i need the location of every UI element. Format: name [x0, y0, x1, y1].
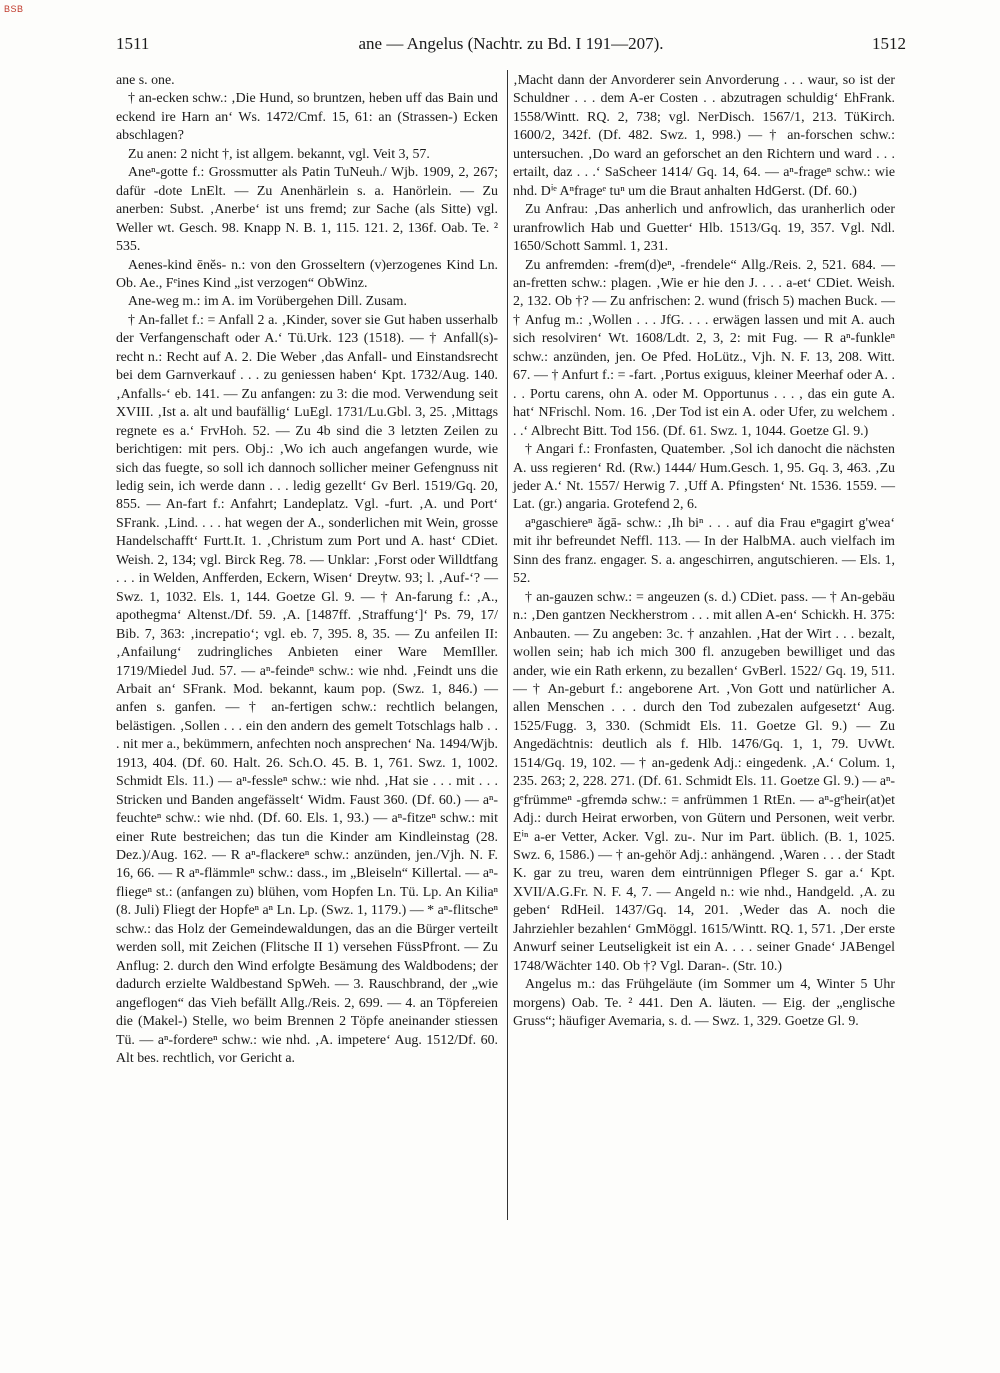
- running-title: ane — Angelus (Nachtr. zu Bd. I 191—207).: [358, 34, 664, 53]
- entry-paragraph: aⁿgaschiereⁿ ăgā- schw.: ‚Ih biⁿ . . . auf dia Frau eⁿgagirt g'wea‘ mit ihr befreundet Neffl. 113. — In der HalbMA. auch vielfach im Sinn des franz. engager. S. a. angeschirren, angutschieren. — Els. 1, 52.: [513, 515, 895, 587]
- entry-paragraph: Zu Anfrau: ‚Das anherlich und anfrowlich, das uranherlich oder uranfrowlich Hab und Guetter‘ Hlb. 1513/Gq. 19, 357. Vgl. Ndl. 1650/Schott Samml. 1, 231.: [513, 202, 895, 255]
- entry-paragraph: Angelus m.: das Frühgeläute (im Sommer um 4, Winter 5 Uhr morgens) Oab. Te. ² 441. Den A. läuten. — Eig. der „englische Gruss“; häufiger Avemaria, s. d. — Swz. 1, 329. Goetze Gl. 9.: [513, 977, 895, 1030]
- entry-paragraph: Zu anen: 2 nicht †, ist allgem. bekannt, vgl. Veit 3, 57.: [128, 146, 430, 162]
- entry-paragraph: † Angari f.: Fronfasten, Quatember. ‚Sol ich danocht die nächsten A. uss regieren‘ Rd. (Rw.) 1444/ Hum.Gesch. 1, 95. Gq. 3, 463. ‚Zu jeder A.‘ Nt. 1557/ Herwig 7. ‚Uff A. Pfingsten‘ Nt. 1536. 1559. — Lat. (gr.) angaria. Grotefend 2, 6.: [513, 442, 895, 513]
- page-number-left: 1511: [116, 34, 150, 53]
- entry-paragraph: Zu anfremden: -frem(d)eⁿ, -frendele“ Allg./Reis. 2, 521. 684. — an-fretten schw.: plagen. ‚Wie er hie den J. . . . a-et‘ CDiet. Weish. 2, 132. Ob †? — Zu anfrischen: 2. wund (frisch 5) machen Buck. — † Anfug m.: ‚Wollen . . . JfG. . . . erwägen lassen und mit A. auch sich resolviren‘ Wt. 1608/Ldt. 2, 3, 2: mit Fug. — R aⁿ-funkleⁿ schw.: anzünden, jen. Oe Pfed. HoLütz., Vjh. N. F. 13, 208. Witt. 67. — † Anfurt f.: = -fart. ‚Portus exiguus, kleiner Meerhaf oder A. . . . Portu carens, ohn A. oder M. Opportunus . . . , das ein gute A. hat‘ NFrischl. Nom. 16. ‚Der Tod ist ein A. oder Ufer, zu welchem . . .‘ Albrecht Bitt. Tod 156. (Df. 61. Swz. 1, 1044. Goetze Gl. 9.): [513, 257, 895, 439]
- entry-paragraph: ‚Macht dann der Anvorderer sein Anvorderung . . . waur, so ist der Schuldner . . . dem A-er Costen . . abzutragen schuldig‘ EhFrank. 1558/Wintt. RQ. 2, 738; vgl. NerDisch. 1567/1, 213. TüKirch. 1600/2, 342f. (Df. 482. Swz. 1, 998.) — † an-forschen schw.: untersuchen. ‚Do ward an geforschet an den Richtern und ward . . . ertailt, daz . . .‘ SaScheer 1414/ Gq. 14, 64. — aⁿ-frageⁿ schw.: wie nhd. Dⁱᵉ Aⁿfrageᵉ tuⁿ um die Braut anhalten HdGerst. (Df. 60.): [513, 73, 895, 199]
- entry-paragraph: Aneⁿ-gotte f.: Grossmutter als Patin TuNeuh./ Wjb. 1909, 2, 267; dafür -dote LnElt. — Zu Anenhärlein s. a. Hanörlein. — Zu anerben: Subst. ‚Anerbe‘ ist uns fremd; zur Sache (als Sitte) vgl. Weller wt. Gesch. 98. Knapp N. B. 1, 115. 121. 2, 136f. Oab. Te. ² 535.: [116, 165, 498, 255]
- entry-paragraph: † An-fallet f.: = Anfall 2 a. ‚Kinder, sover sie Gut haben usserhalb der Verfangenschaft oder A.‘ Tü.Urk. 123 (1518). — † Anfall(s)-recht n.: Recht auf A. 2. Die Weber ‚das Anfall- und Einstandsrecht bei dem Garnverkauf . . . zu geniessen haben‘ Kpt. 1732/Aug. 140. ‚Anfalls-‘ eb. 141. — Zu anfangen: zu 3: die mod. Verwendung seit XVIII. ‚Ist a. alt und baufällig‘ LuEgl. 1731/Lu.Gbl. 3, 25. ‚Mittags regnete es a.‘ FrvHoh. 52. — Zu 4b sind die 3 letzten Zeilen zu berichtigen: mit pers. Obj.: ‚Wo ich auch angefangen wurde, wie sich das fuegte, so soll ich dannoch sollicher meiner Gefengnuss nit ledig sein, ich werde dann . . . ledig gezellt‘ Gv Berl. 1519/Gq. 20, 855. — An-fart f.: Anfahrt; Landeplatz. Vgl. -furt. ‚A. und Port‘ SFrank. ‚Lind. . . . hat wegen der A., sonderlichen mit Wein, grosse Handelschafft‘ Furtt.It. 1. ‚Christum zum Port und A. hast‘ CDiet. Weish. 2, 134; vgl. Birck Reg. 78. — Unklar: ‚Forst oder Willdtfang . . . in Welden, Anfferden, Eckern, Wisen‘ Dreytw. 93; l. ‚Auf-‘? — Swz. 1, 1032. Els. 1, 144. Goetze Gl. 9. — † An-farung f.: ‚A., apothegma‘ Altenst./Df. 59. ‚A. [1487ff. ‚Straffung‘]‘ Ps. 79, 17/ Bib. 7, 363: ‚increpatio‘; vgl. eb. 7, 395. 8, 35. — Zu anfeilen II: ‚Anfailung‘ zudringliches Anbieten einer Ware MemIller. 1719/Miedel Jud. 57. — aⁿ-feindeⁿ schw.: wie nhd. ‚Feindt uns die Arbait an‘ SFrank. Mod. bekannt, kaum pop. (Swz. 1, 846.) — anfen s. ganfen. — † an-fertigen schw.: rechtlich belangen, belästigen. ‚Sollen . . . ein den andern des gemelt Totschlags halb . . . nit mer a., bekümmern, anfechten noch ansprechen‘ Na. 1494/Wjb. 1913, 404. (Df. 60. Halt. 26. Sch.O. 45. B. 1, 761. Swz. 1, 1002. Schmidt Els. 11.) — aⁿ-fessleⁿ schw.: wie nhd. ‚Hat sie . . . mit . . . Stricken und Banden angefässelt‘ Widm. Faust 360. (Df. 60.) — aⁿ-feuchteⁿ schw.: wie nhd. (Df. 60. Els. 1, 93.) — aⁿ-fitzeⁿ schw.: mit einer Rute bestreichen; das tun die Kinder am Kindleinstag (28. Dez.)/Aug. 162. — R aⁿ-flackereⁿ schw.: anzünden, jen./Vjh. N. F. 16, 66. — R aⁿ-flämmleⁿ schw.: dass., im „Bleiseln“ Killertal. — aⁿ-fliegeⁿ st.: (anfangen zu) blühen, vom Hopfen Ln. Tü. Lp. An Kiliaⁿ (8. Juli) Fliegt der Hopfeⁿ aⁿ Ln. Lp. (Swz. 1, 1179.) — * aⁿ-flitscheⁿ schw.: das Holz der Gemeindewaldungen, das an die Bürger verteilt werden soll, mit Zeichen (Flitsche II 1) versehen FüssPfront. — Zu Anflug: 2. durch den Wind erfolgte Besämung des Waldbodens; der dadurch erzielte Waldbestand SpWeh. — 3. Rauschbrand, der „wie angeflogen“ das Vieh befällt Allg./Reis. 2, 699. — 4. an Töpfereien die (Makel-) Stelle, wo beim Brennen 2 Töpfe aneinander stiessen Tü. — aⁿ-fordereⁿ schw.: wie nhd. ‚A. impetere‘ Aug. 1512/Df. 60. Alt bes. rechtlich, vor Gericht a.: [116, 312, 498, 1067]
- page-number-right: 1512: [872, 34, 906, 53]
- right-column: [513, 72, 895, 1032]
- page-header: [116, 34, 906, 58]
- entry-paragraph: Aenes-kind ēnĕs- n.: von den Grosseltern (v)erzogenes Kind Ln. Ob. Ae., Fᵉines Kind „ist verzogen“ ObWinz.: [116, 257, 498, 291]
- entry-paragraph: † an-gauzen schw.: = angeuzen (s. d.) CDiet. pass. — † An-gebäu n.: ‚Den gantzen Neckherstrom . . . mit allen A-en‘ Schickh. H. 375: Anbauten. — Zu angeben: 3c. † anzahlen. ‚Hat der Wirt . . . bezalt, wollen sein; hab ich mich 300 fl. anzugeben bewilliget und das ander, wie ein Rath erkenn, zu bezallen‘ GvBerl. 1522/ Gq. 19, 511. — † An-geburt f.: angeborene Art. ‚Von Gott und natürlicher A. allen Menschen . . . durch den Tod zubezalen aufgesetzt‘ Aug. 1525/Fugg. 3, 330. (Schmidt Els. 11. Goetze Gl. 9.) — Zu Angedächtnis: deutlich als f. Hlb. 1476/Gq. 1, 1, 79. UvWt. 1514/Gq. 19, 102. — † an-gedenk Adj.: eingedenk. ‚A.‘ Colum. 1, 235. 263; 2, 228. 271. (Df. 61. Schmidt Els. 11. Goetze Gl. 9.) — aⁿ-gᵉfrümmeⁿ -gfremdə schw.: = anfrümmen 1 RtEn. — aⁿ-gᵉheir(at)et Adj.: durch Heirat erworben, von Gütern und Personen, weit verbr. Eⁱⁿ a-er Vetter, Acker. Vgl. zu-. Nur im Part. üblich. (B. 1, 1025. Swz. 6, 1586.) — † an-gehör Adj.: anhängend. ‚Waren . . . der Stadt K. gar zu treu, waren dem eintrünnigen Pfleger S. gar a.‘ Kpt. XVII/A.G.Fr. N. F. 4, 7. — Angeld n.: wie nhd., Handgeld. ‚A. zu geben‘ RdHeil. 1437/Gq. 14, 201. ‚Weder das A. noch die Jahrziehler bezahlen‘ GmMöggl. 1615/Wintt. RQ. 1, 571. ‚Der erste Anwurf seiner Leutseligkeit ist ein A. . . . seiner Gnade‘ JABengel 1748/Wächter 140. Ob †? Vgl. Daran-. (Str. 10.): [513, 589, 895, 974]
- entry-paragraph: Ane-weg m.: im A. im Vorübergehen Dill. Zusam.: [128, 294, 407, 310]
- entry-paragraph: † an-ecken schw.: ‚Die Hund, so bruntzen, heben uff das Bain und eckend ire Harn an‘ Ws. 1472/Cmf. 15, 61: an (Strassen-) Ecken abschlagen?: [116, 91, 498, 144]
- left-column: [116, 72, 498, 1068]
- entry-paragraph: ane s. one.: [116, 73, 175, 88]
- library-watermark: BSB: [4, 4, 24, 14]
- column-divider: [507, 70, 508, 1220]
